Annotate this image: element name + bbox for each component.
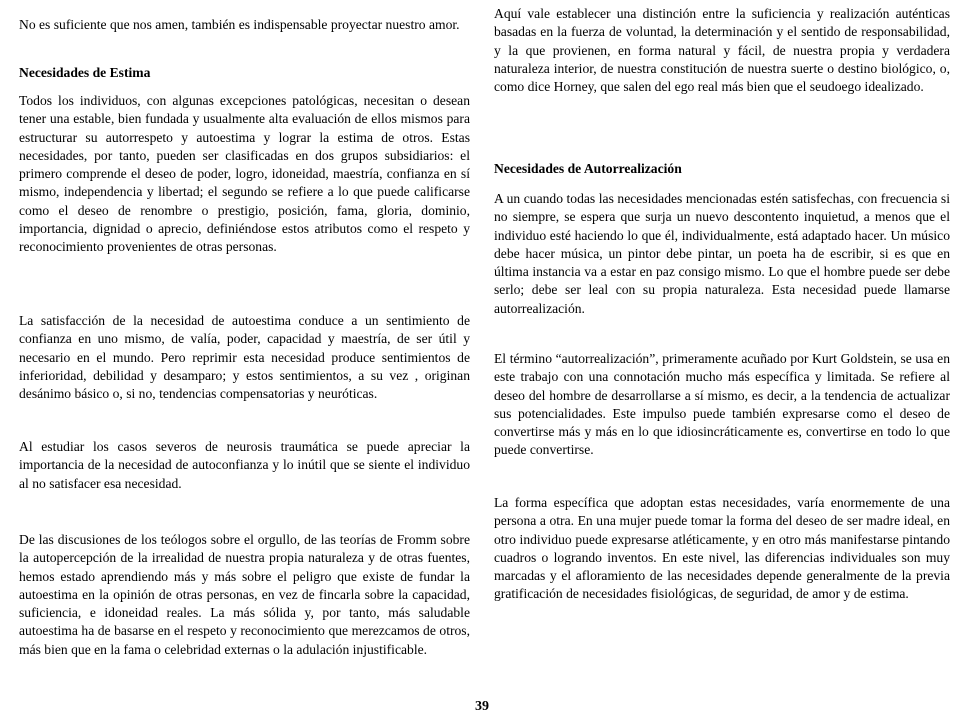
intro-paragraph: No es suficiente que nos amen, también es indispensable proyectar nuestro amor. bbox=[19, 17, 460, 32]
esteem-paragraph-2: La satisfacción de la necesidad de autoestima conduce a un sentimiento de confianza en uno mismo, de valía, poder, capacidad y maestría, de ser útil y necesario en el mundo. Pero reprimir esta necesidad produce sentimientos de inferioridad, debilidad y desamparo; y estos sentimientos, a su vez , originan desánimo básico o, si no, tendencias compensatorias y neuróticas. bbox=[19, 313, 470, 402]
self-realization-paragraph-3: La forma específica que adoptan estas necesidades, varía enormemente de una persona a otra. En una mujer puede tomar la forma del deseo de ser madre ideal, en otro individuo puede expresarse atléticamente, y en otro más manifestarse pintando cuadros o logrando inventos. En este nivel, las diferencias individuales son muy marcadas y el afloramiento de las necesidades depende generalmente de la previa gratificación de necesidades fisiológicas, de seguridad, de amor y de estima. bbox=[494, 495, 950, 602]
self-realization-paragraph-2: El término “autorrealización”, primeramente acuñado por Kurt Goldstein, se usa en este trabajo con una connotación mucho más específica y limitada. Se refiere al deseo del hombre de desarrollarse a sí mismo, es decir, a la tendencia de actualizar sus potencialidades. Este impulso puede también expresarse como el deseo de convertirse más y más en lo que idiosincráticamente es, convertirse en todo lo que puede convertirse. bbox=[494, 351, 950, 458]
page-number: 39 bbox=[475, 699, 489, 714]
esteem-heading: Necesidades de Estima bbox=[19, 65, 151, 80]
self-realization-paragraph-1: A un cuando todas las necesidades mencionadas estén satisfechas, con frecuencia si no siempre, se espera que surja un nuevo descontento inquietud, a menos que el individuo esté haciendo lo que él, individualmente, está adaptado hacer. Un músico debe hacer música, un pintor debe pintar, un poeta ha de escribir, si es que en última instancia va a estar en paz consigo mismo. Lo que el hombre puede ser debe serlo; debe ser leal con su propia naturaleza. Esta necesidad puede llamarse autorrealización. bbox=[494, 191, 950, 316]
esteem-paragraph-3: Al estudiar los casos severos de neurosis traumática se puede apreciar la importancia de la necesidad de autoconfianza y lo inútil que se siente el individuo al no satisfacer esa necesidad. bbox=[19, 439, 470, 491]
esteem-paragraph-4: De las discusiones de los teólogos sobre el orgullo, de las teorías de Fromm sobre la autopercepción de la irrealidad de nuestra propia naturaleza y de otras fuentes, hemos estado aprendiendo más y más sobre el peligro que existe de fundar la autoestima en la opinión de otras personas, en vez de fincarla sobre la capacidad, suficiencia, e idoneidad reales. La más sólida y, por tanto, más saludable autoestima ha de basarse en el respeto y reconocimiento que merezcamos de otros, más bien que en la fama o celebridad externas o la adulación injustificable. bbox=[19, 532, 470, 657]
self-realization-heading: Necesidades de Autorrealización bbox=[494, 161, 682, 176]
distinction-paragraph: Aquí vale establecer una distinción entre la suficiencia y realización auténticas basadas en la fuerza de voluntad, la determinación y el sentido de responsabilidad, y la que provienen, en forma natural y fácil, de nuestra propia y verdadera naturaleza interior, de nuestra constitución de nuestra suerte o destino biológico, o, como dice Horney, que salen del ego real más bien que el seudoego idealizado. bbox=[494, 6, 950, 95]
esteem-paragraph-1: Todos los individuos, con algunas excepciones patológicas, necesitan o desean tener una estable, bien fundada y usualmente alta evaluación de ellos mismos para estructurar su autorrespeto y autoestima y lograr la estima de otros. Estas necesidades, por tanto, pueden ser clasificadas en dos grupos subsidiarios: el primero comprende el deseo de poder, logro, idoneidad, maestría, confianza en sí mismo, independencia y libertad; el segundo se refiere a lo que puede calificarse como el deseo de renombre o prestigio, posición, fama, gloria, dominio, importancia, dignidad o aprecio, definiéndose estos atributos como el respeto y reconocimiento provenientes de otras personas. bbox=[19, 93, 470, 255]
